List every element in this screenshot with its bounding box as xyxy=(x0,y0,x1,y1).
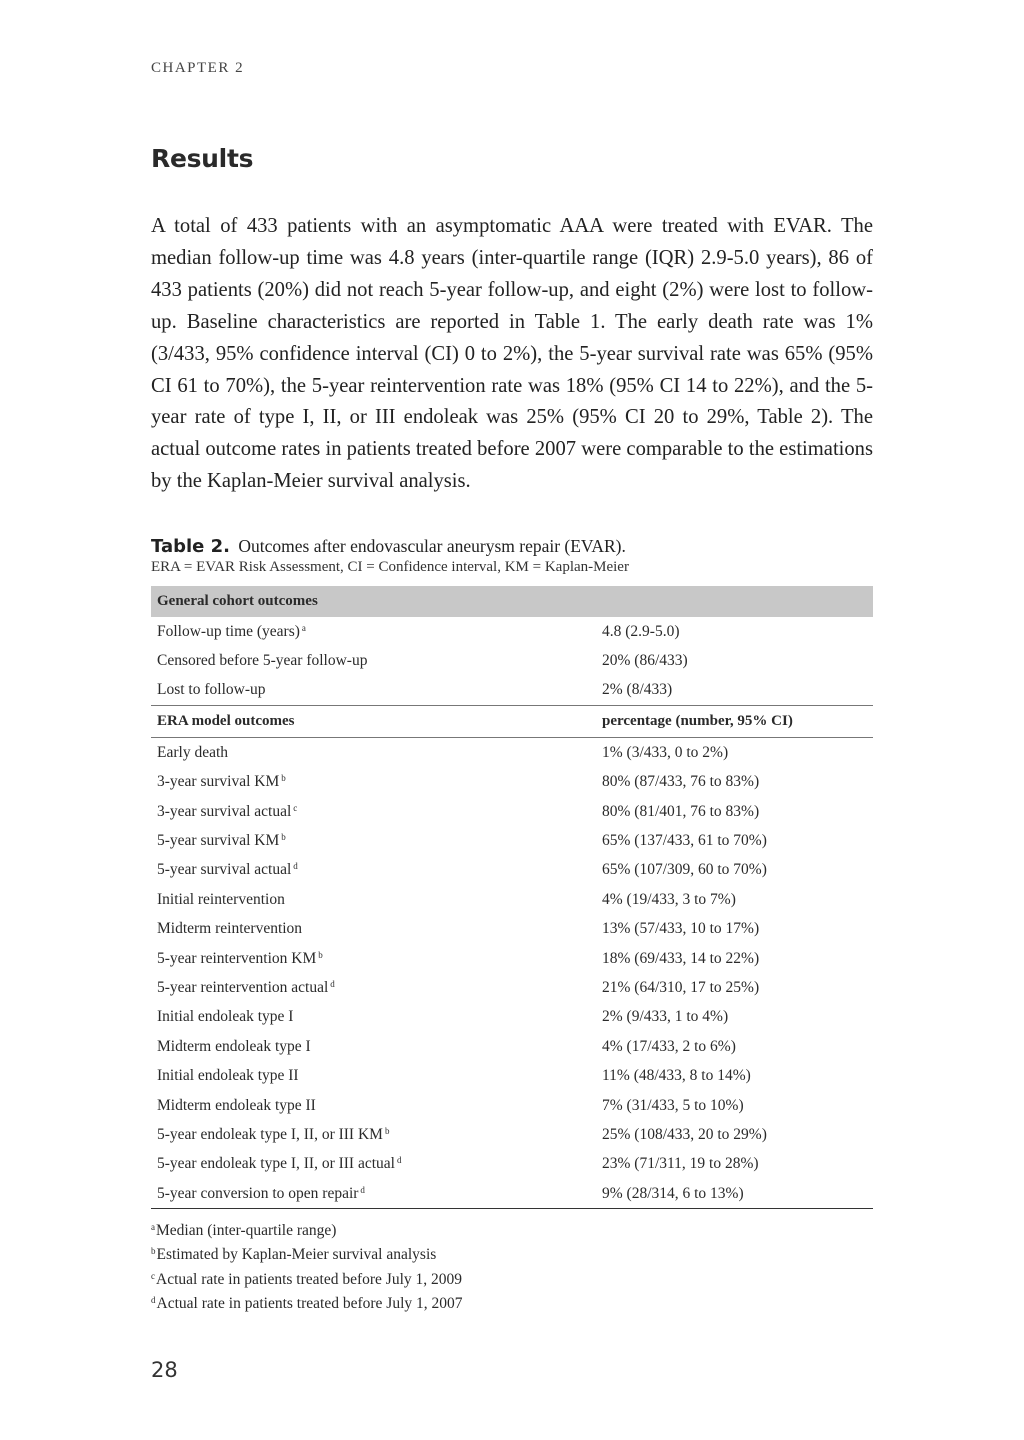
general-cohort-header: General cohort outcomes xyxy=(151,586,873,617)
row-label: Initial endoleak type II xyxy=(157,1067,299,1085)
footnote-mark: b xyxy=(281,773,286,784)
footnote-text: Actual rate in patients treated before July 1, 2007 xyxy=(156,1294,463,1312)
row-label: Midterm endoleak type II xyxy=(157,1096,316,1114)
footnote-mark: a xyxy=(301,622,306,633)
table-footnotes xyxy=(151,1217,463,1314)
row-label: 5-year reintervention actual xyxy=(157,978,329,996)
row-value: 7% (31/433, 5 to 10%) xyxy=(602,1096,744,1114)
row-label-cell xyxy=(151,768,596,797)
footnote-text: Actual rate in patients treated before July 1, 2009 xyxy=(156,1270,463,1288)
section-title: Results xyxy=(151,144,254,173)
row-value: 1% (3/433, 0 to 2%) xyxy=(602,743,729,761)
table-row xyxy=(151,797,873,826)
row-value: 65% (107/309, 60 to 70%) xyxy=(602,861,767,879)
footnote-mark: b xyxy=(384,1125,390,1136)
row-label: 5-year conversion to open repair xyxy=(157,1184,359,1202)
era-header-row xyxy=(151,706,873,738)
table-row xyxy=(151,1179,873,1209)
footnote-mark: d xyxy=(360,1184,365,1195)
row-value: 4.8 (2.9-5.0) xyxy=(602,622,680,640)
row-label-cell xyxy=(151,856,596,885)
table-row xyxy=(151,1150,873,1179)
row-label-cell xyxy=(151,1003,596,1032)
row-label-cell xyxy=(151,617,596,646)
row-label-cell xyxy=(151,676,596,706)
table-caption xyxy=(151,536,873,577)
table-row xyxy=(151,768,873,797)
row-label-cell xyxy=(151,1061,596,1090)
table-row xyxy=(151,646,873,675)
row-label-cell xyxy=(151,646,596,675)
row-value: 4% (17/433, 2 to 6%) xyxy=(602,1037,736,1055)
era-value-header: percentage (number, 95% CI) xyxy=(596,706,873,738)
era-header: ERA model outcomes xyxy=(151,706,596,738)
footnote xyxy=(151,1241,463,1265)
table-row xyxy=(151,915,873,944)
table-row xyxy=(151,738,873,768)
row-value: 11% (48/433, 8 to 14%) xyxy=(602,1067,751,1085)
row-label: 5-year reintervention KM xyxy=(157,949,317,967)
table-row xyxy=(151,885,873,914)
row-label-cell xyxy=(151,973,596,1002)
row-value: 18% (69/433, 14 to 22%) xyxy=(602,949,760,967)
row-label: Midterm reintervention xyxy=(157,920,303,938)
footnote-mark: d xyxy=(396,1155,402,1166)
row-label-cell xyxy=(151,738,596,768)
row-label-cell xyxy=(151,797,596,826)
footnote xyxy=(151,1217,463,1241)
row-label: 5-year endoleak type I, II, or III KM xyxy=(157,1125,383,1143)
row-value: 4% (19/433, 3 to 7%) xyxy=(602,890,736,908)
footnote-mark: d xyxy=(330,978,335,989)
row-label: 5-year endoleak type I, II, or III actual xyxy=(157,1155,395,1173)
footnote-mark: a xyxy=(151,1222,155,1232)
row-value: 20% (86/433) xyxy=(602,652,688,670)
row-value: 80% (81/401, 76 to 83%) xyxy=(602,802,760,820)
row-label: Initial reintervention xyxy=(157,890,285,908)
row-label-cell xyxy=(151,885,596,914)
row-value: 23% (71/311, 19 to 28%) xyxy=(602,1155,759,1173)
table-title: Outcomes after endovascular aneurysm repair (EVAR). xyxy=(238,536,626,556)
row-label: Lost to follow-up xyxy=(157,681,266,699)
table-row xyxy=(151,617,873,646)
table-row xyxy=(151,1003,873,1032)
row-value: 21% (64/310, 17 to 25%) xyxy=(602,978,760,996)
footnote-mark: b xyxy=(151,1246,156,1257)
table-row xyxy=(151,973,873,1002)
row-label: Early death xyxy=(157,743,229,761)
row-label-cell xyxy=(151,1032,596,1061)
row-label-cell xyxy=(151,944,596,973)
table-label: Table 2. xyxy=(151,536,230,557)
table-row xyxy=(151,826,873,855)
table-row xyxy=(151,676,873,706)
row-value: 65% (137/433, 61 to 70%) xyxy=(602,832,767,850)
table-abbreviations: ERA = EVAR Risk Assessment, CI = Confidence interval, KM = Kaplan-Meier xyxy=(151,559,629,575)
row-label: 3-year survival actual xyxy=(157,802,292,820)
row-label: 5-year survival actual xyxy=(157,861,292,879)
results-paragraph: A total of 433 patients with an asymptomatic AAA were treated with EVAR. The median follow-up time was 4.8 years (inter-quartile range (IQR) 2.9-5.0 years), 86 of 433 patients (20%) did not reach 5-year follow-up, and eight (2%) were lost to follow-up. Baseline characteristics are reported in Table 1. The early death rate was 1% (3/433, 95% confidence interval (CI) 0 to 2%), the 5-year survival rate was 65% (95% CI 61 to 70%), the 5-year reintervention rate was 18% (95% CI 14 to 22%), and the 5-year rate of type I, II, or III endoleak was 25% (95% CI 20 to 29%, Table 2). The actual outcome rates in patients treated before 2007 were comparable to the estimations by the Kaplan-Meier survival analysis. xyxy=(151,215,873,493)
row-value: 2% (8/433) xyxy=(602,681,673,699)
row-label: Initial endoleak type I xyxy=(157,1008,294,1026)
row-label-cell xyxy=(151,826,596,855)
row-value: 2% (9/433, 1 to 4%) xyxy=(602,1008,729,1026)
row-value: 13% (57/433, 10 to 17%) xyxy=(602,920,760,938)
table-row xyxy=(151,944,873,973)
footnote-mark: c xyxy=(151,1270,155,1281)
table-row xyxy=(151,1032,873,1061)
footnote-text: Estimated by Kaplan-Meier survival analysis xyxy=(156,1246,437,1264)
row-label: Follow-up time (years) xyxy=(157,622,300,640)
general-cohort-header-row xyxy=(151,586,873,617)
row-label: 3-year survival KM xyxy=(157,773,280,791)
footnote-mark: c xyxy=(293,802,298,813)
row-label-cell xyxy=(151,1150,596,1179)
footnote-text: Median (inter-quartile range) xyxy=(156,1222,337,1239)
footnote-mark: d xyxy=(151,1294,156,1305)
table-row xyxy=(151,1120,873,1149)
row-label-cell xyxy=(151,1179,596,1209)
row-value: 80% (87/433, 76 to 83%) xyxy=(602,773,760,791)
row-label: Midterm endoleak type I xyxy=(157,1037,311,1055)
footnote xyxy=(151,1290,463,1314)
row-value: 25% (108/433, 20 to 29%) xyxy=(602,1125,767,1143)
row-label-cell xyxy=(151,1120,596,1149)
row-label: Censored before 5-year follow-up xyxy=(157,652,368,670)
outcomes-table xyxy=(151,586,873,1209)
table-row xyxy=(151,1061,873,1090)
row-label-cell xyxy=(151,915,596,944)
footnote xyxy=(151,1266,463,1290)
page-number: 28 xyxy=(151,1358,178,1382)
footnote-mark: b xyxy=(281,832,286,843)
footnote-mark: b xyxy=(318,949,323,960)
table-row xyxy=(151,1091,873,1120)
row-label-cell xyxy=(151,1091,596,1120)
table-row xyxy=(151,856,873,885)
running-head: CHAPTER 2 xyxy=(151,60,245,76)
row-value: 9% (28/314, 6 to 13%) xyxy=(596,1179,873,1209)
row-label: 5-year survival KM xyxy=(157,832,280,850)
footnote-mark: d xyxy=(293,861,298,872)
